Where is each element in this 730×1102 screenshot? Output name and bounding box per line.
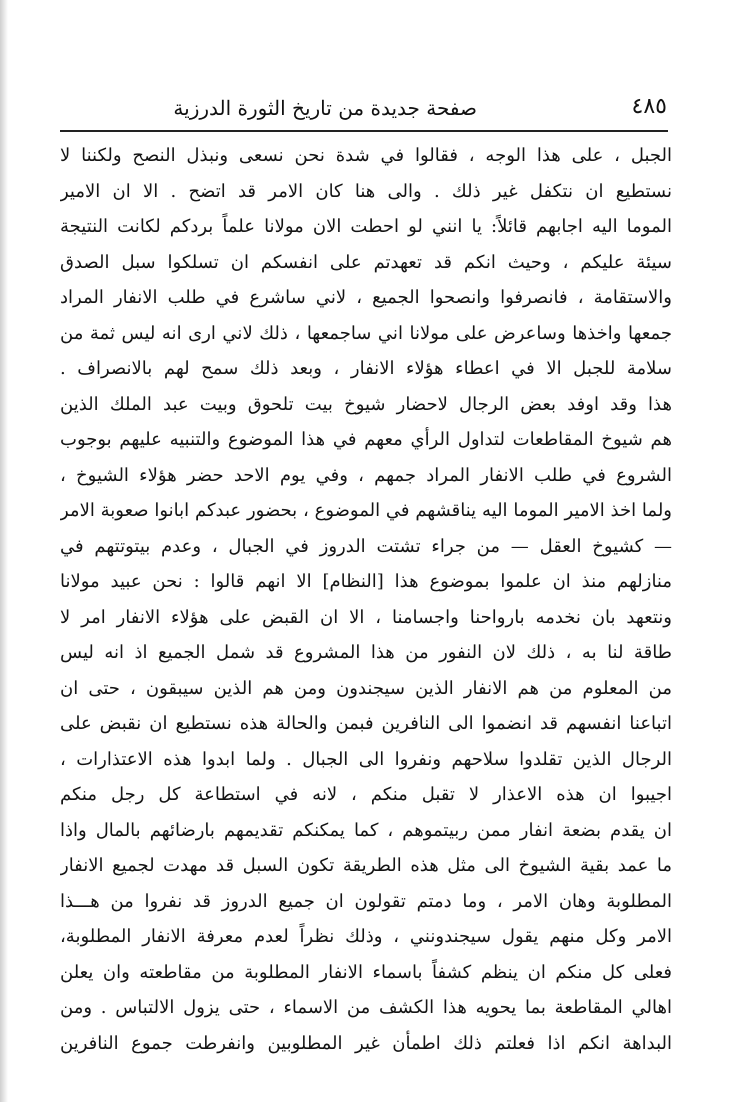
header-rule bbox=[60, 130, 668, 132]
page-number: ٤٨٥ bbox=[631, 94, 667, 119]
text-line: الرجال الذين تقلدوا سلاحهم ونفروا الى الجبال . ولما ابدوا هذه الاعتذارات ، bbox=[60, 748, 672, 770]
text-line: المطلوبة وهان الامر ، وما دمتم تقولون ان جميع الدروز قد نفروا من هـــذا bbox=[60, 890, 672, 912]
text-line: فعلى كل منكم ان ينظم كشفاً باسماء الانفار المطلوبة من مقاطعته وان يعلن bbox=[60, 961, 672, 983]
page-header bbox=[62, 92, 667, 128]
text-line: الامر وكل منهم يقول سيجندونني ، وذلك نظراً لعدم معرفة الانفار المطلوبة، bbox=[60, 926, 672, 947]
body-text bbox=[60, 138, 672, 1061]
text-line: اهالي المقاطعة بما يحويه هذا الكشف من الاسماء ، حتى يزول الالتباس . ومن bbox=[60, 997, 672, 1018]
text-line: — كشيوخ العقل — من جراء تشتت الدروز في الجبال ، وعدم بيتوتتهم في bbox=[60, 535, 672, 557]
text-line: سيئة عليكم ، وحيث انكم قد تعهدتم على انفسكم ان تسلكوا سبل الصدق bbox=[60, 251, 672, 273]
scan-edge-shadow bbox=[0, 0, 8, 1102]
text-line: نستطيع ان نتكفل غير ذلك . والى هنا كان الامر قد اتضح . الا ان الامير bbox=[60, 180, 672, 202]
text-line: منازلهم منذ ان علموا بموضوع هذا [النظام] الا انهم قالوا : نحن عبيد مولانا bbox=[60, 571, 672, 592]
running-title: صفحة جديدة من تاريخ الثورة الدرزية bbox=[173, 96, 477, 120]
text-line: طاقة لنا به ، ذلك لان النفور من هذا المشروع قد شمل الجميع اذ انه ليس bbox=[60, 642, 672, 663]
text-line: ونتعهد بان نخدمه بارواحنا واجسامنا ، الا ان القبض على هؤلاء الانفار امر لا bbox=[60, 606, 672, 628]
text-line: اتباعنا انفسهم قد انضموا الى النافرين فبمن والحالة هذه نستطيع ان نقبض على bbox=[60, 713, 672, 734]
text-line: البداهة انكم اذا فعلتم ذلك اطمأن غير المطلوبين وانفرطت جموع النافرين bbox=[60, 1032, 672, 1054]
text-line: الموما اليه اجابهم قائلاً: يا انني لو احطت الان مولانا علماً بردكم لكانت النتيجة bbox=[60, 216, 672, 237]
text-line: من المعلوم من هم الانفار الذين سيجندون ومن هم الذين سيبقون ، حتى ان bbox=[60, 677, 672, 699]
text-line: هم شيوخ المقاطعات لتداول الرأي معهم في هذا الموضوع والتنبيه عليهم بوجوب bbox=[60, 429, 672, 450]
text-line: الشروع في طلب الانفار المراد جمهم ، وفي يوم الاحد حضر هؤلاء الشيوخ ، bbox=[60, 464, 672, 486]
text-line: سلامة للجبل الا في اعطاء هؤلاء الانفار ، وبعد ذلك سمح لهم بالانصراف . bbox=[60, 358, 672, 379]
text-line: ما عمد بقية الشيوخ الى مثل هذه الطريقة تكون السبل قد مهدت لجميع الانفار bbox=[60, 855, 672, 876]
text-line: جمعها واخذها وساعرض على مولانا اني ساجمعها ، ذلك لاني ارى انه ليس ثمة من bbox=[60, 322, 672, 344]
text-line: والاستقامة ، فانصرفوا وانصحوا الجميع ، لاني ساشرع في طلب الانفار المراد bbox=[60, 287, 672, 308]
text-line: الجبل ، على هذا الوجه ، فقالوا في شدة نحن نسعى ونبذل النصح ولكننا لا bbox=[60, 145, 672, 166]
text-line: ان يقدم بضعة انفار ممن ربيتموهم ، كما يمكنكم تقديمهم بارضائهم بالمال واذا bbox=[60, 819, 672, 841]
text-line: ولما اخذ الامير الموما اليه يناقشهم في الموضوع ، بحضور عبدكم ابانوا صعوبة الامر bbox=[60, 500, 672, 521]
text-line: هذا وقد اوفد بعض الرجال لاحضار شيوخ بيت تلحوق وبيت عبد الملك الذين bbox=[60, 393, 672, 415]
text-line: اجيبوا ان هذه الاعذار لا تقبل منكم ، لانه في استطاعة كل رجل منكم bbox=[60, 784, 672, 805]
